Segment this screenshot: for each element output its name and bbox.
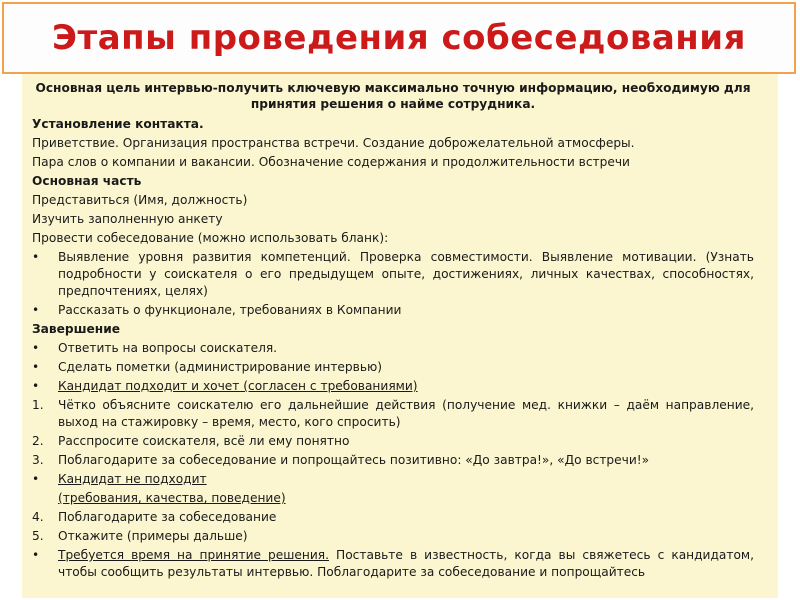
slide-title: Этапы проведения собеседования — [52, 18, 746, 58]
list-item — [32, 528, 754, 545]
number-marker: 4. — [32, 510, 44, 524]
list-item — [32, 397, 754, 431]
finish-step-5: Откажите (примеры дальше) — [58, 529, 248, 543]
list-item — [32, 547, 754, 581]
finish-bullet-5 — [58, 547, 754, 581]
bullet-marker: • — [32, 379, 40, 393]
bullet-marker: • — [32, 341, 40, 355]
main-line-3: Провести собеседование (можно использовать бланк): — [32, 231, 389, 245]
finish-heading: Завершение — [32, 322, 121, 336]
finish-bullet-4-sub: (требования, качества, поведение) — [58, 491, 286, 505]
bullet-marker: • — [32, 548, 40, 562]
finish-bullet-2: Сделать пометки (администрирование интервью) — [58, 360, 383, 374]
main-line-2: Изучить заполненную анкету — [32, 212, 223, 226]
finish-step-1: Чётко объясните соискателю его дальнейшие действия (получение мед. книжки – даём направление, выход на стажировку – время, место, кого спросить) — [58, 398, 754, 429]
main-bullet-1: Выявление уровня развития компетенций. Проверка совместимости. Выявление мотивации. (Узнать подробности у соискателя о его предыдущем опыте, достижениях, личных качествах, способностях, предпочтениях, целях) — [58, 250, 754, 298]
finish-step-2: Расспросите соискателя, всё ли ему понятно — [58, 434, 350, 448]
finish-bullet-3: Кандидат подходит и хочет (согласен с требованиями) — [58, 379, 418, 393]
number-marker: 1. — [32, 398, 44, 412]
number-marker: 2. — [32, 434, 44, 448]
list-item — [32, 452, 754, 469]
finish-bullet-1: Ответить на вопросы соискателя. — [58, 341, 278, 355]
list-item — [32, 359, 754, 376]
finish-bullet-5-underlined: Требуется время на принятие решения. — [58, 548, 330, 562]
list-item — [32, 249, 754, 300]
contact-line-1: Приветствие. Организация пространства встречи. Создание доброжелательной атмосферы. — [32, 136, 635, 150]
bullet-marker: • — [32, 360, 40, 374]
finish-step-3: Поблагодарите за собеседование и попрощайтесь позитивно: «До завтра!», «До встречи!» — [58, 453, 650, 467]
finish-bullet-5-rest: Поставьте в известность, когда вы свяжетесь с кандидатом, чтобы сообщить результаты интервью. Поблагодарите за собеседование и попрощайтесь — [58, 548, 755, 579]
number-marker: 3. — [32, 453, 44, 467]
contact-line-2: Пара слов о компании и вакансии. Обозначение содержания и продолжительности встречи — [32, 155, 630, 169]
bullet-marker: • — [32, 472, 40, 486]
main-line-1: Представиться (Имя, должность) — [32, 193, 248, 207]
list-item — [32, 340, 754, 357]
main-heading: Основная часть — [32, 174, 142, 188]
title-bar — [2, 2, 796, 74]
list-item — [32, 433, 754, 450]
intro-text: Основная цель интервью-получить ключевую максимально точную информацию, необходимую для принятия решения о найме сотрудника. — [35, 81, 751, 111]
number-marker: 5. — [32, 529, 44, 543]
contact-heading: Установление контакта. — [32, 117, 204, 131]
bullet-marker: • — [32, 303, 40, 317]
list-item — [32, 471, 754, 488]
list-item — [32, 302, 754, 319]
content-panel — [22, 74, 778, 598]
list-item — [32, 509, 754, 526]
main-bullet-2: Рассказать о функционале, требованиях в Компании — [58, 303, 402, 317]
bullet-marker: • — [32, 250, 40, 264]
finish-step-4: Поблагодарите за собеседование — [58, 510, 277, 524]
finish-bullet-4: Кандидат не подходит — [58, 472, 207, 486]
list-item — [32, 378, 754, 395]
